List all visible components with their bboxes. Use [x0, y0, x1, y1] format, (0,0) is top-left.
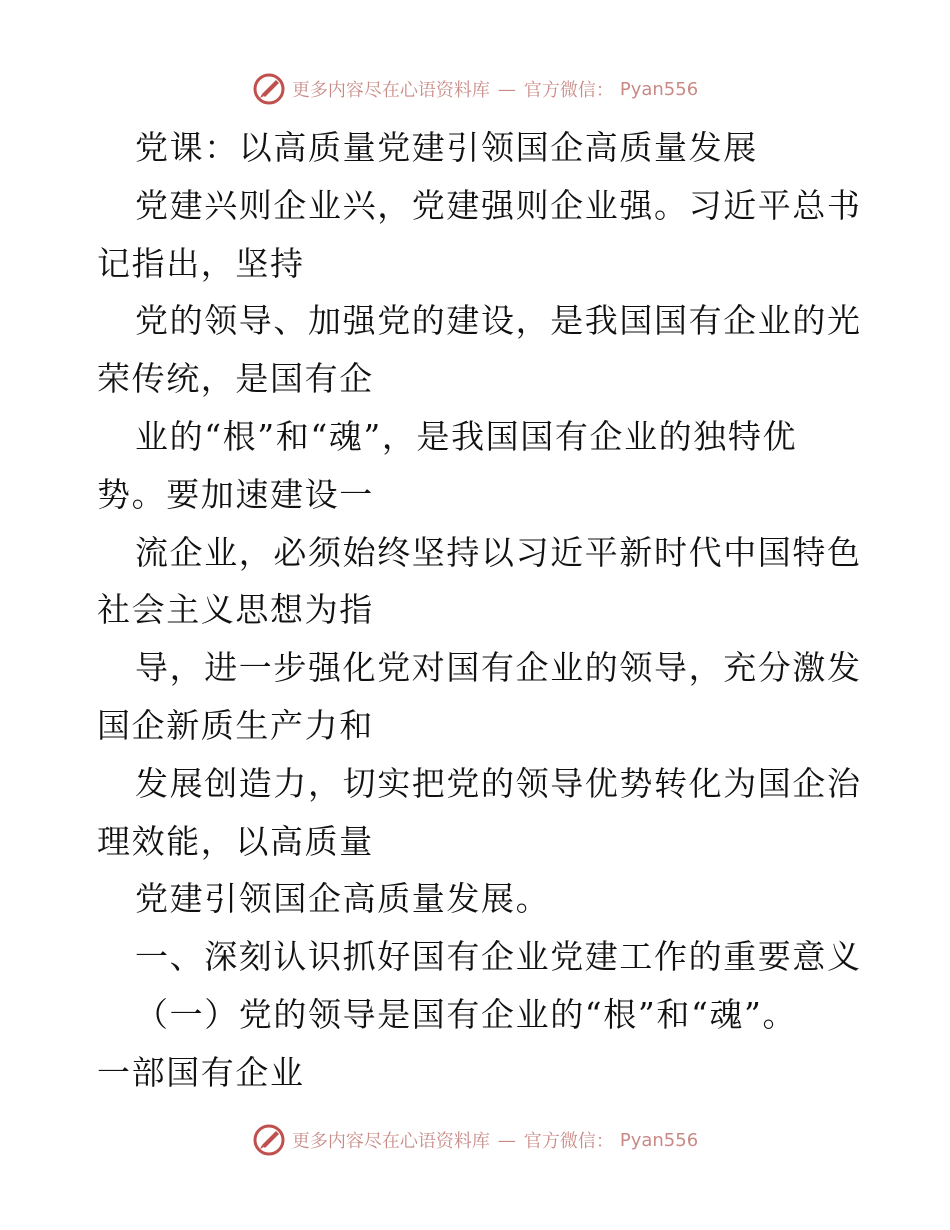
watermark-handle: Pyan556: [619, 78, 699, 100]
text-line: 社会主义思想为指: [97, 590, 374, 630]
text-line: 党建引领国企高质量发展。: [135, 879, 551, 919]
header-watermark: [0, 72, 950, 106]
watermark-text: 更多内容尽在心语资料库: [291, 80, 490, 101]
subsection-heading: （一）党的领导是国有企业的“根”和“魂”。: [135, 994, 798, 1034]
watermark-text: 更多内容尽在心语资料库: [291, 1131, 490, 1152]
logo-icon: [252, 1123, 286, 1157]
text-line: 导，进一步强化党对国有企业的领导，充分激发: [135, 648, 862, 688]
text-line: 记指出，坚持: [97, 243, 305, 283]
watermark-separator: —: [497, 78, 516, 100]
watermark-handle: Pyan556: [619, 1129, 699, 1151]
logo-icon: [252, 72, 286, 106]
text-line: 理效能，以高质量: [97, 821, 374, 861]
text-line: 荣传统，是国有企: [97, 359, 374, 399]
text-line: 业的“根”和“魂”，是我国国有企业的独特优: [135, 416, 798, 456]
document-body: [97, 119, 862, 1102]
watermark-label: 官方微信：: [523, 80, 614, 101]
watermark-label: 官方微信：: [523, 1131, 614, 1152]
watermark-separator: —: [497, 1129, 516, 1151]
text-line: 一部国有企业: [97, 1052, 305, 1092]
text-line: 发展创造力，切实把党的领导优势转化为国企治: [135, 763, 862, 803]
section-heading: 一、深刻认识抓好国有企业党建工作的重要意义: [135, 937, 862, 977]
text-line: 党的领导、加强党的建设，是我国国有企业的光: [135, 301, 862, 341]
text-line: 流企业，必须始终坚持以习近平新时代中国特色: [135, 532, 862, 572]
text-line: 党建兴则企业兴，党建强则企业强。习近平总书: [135, 185, 862, 225]
document-title: 党课：以高质量党建引领国企高质量发展: [135, 128, 758, 167]
text-line: 势。要加速建设一: [97, 474, 374, 514]
text-line: 国企新质生产力和: [97, 705, 374, 745]
footer-watermark: [0, 1123, 950, 1157]
